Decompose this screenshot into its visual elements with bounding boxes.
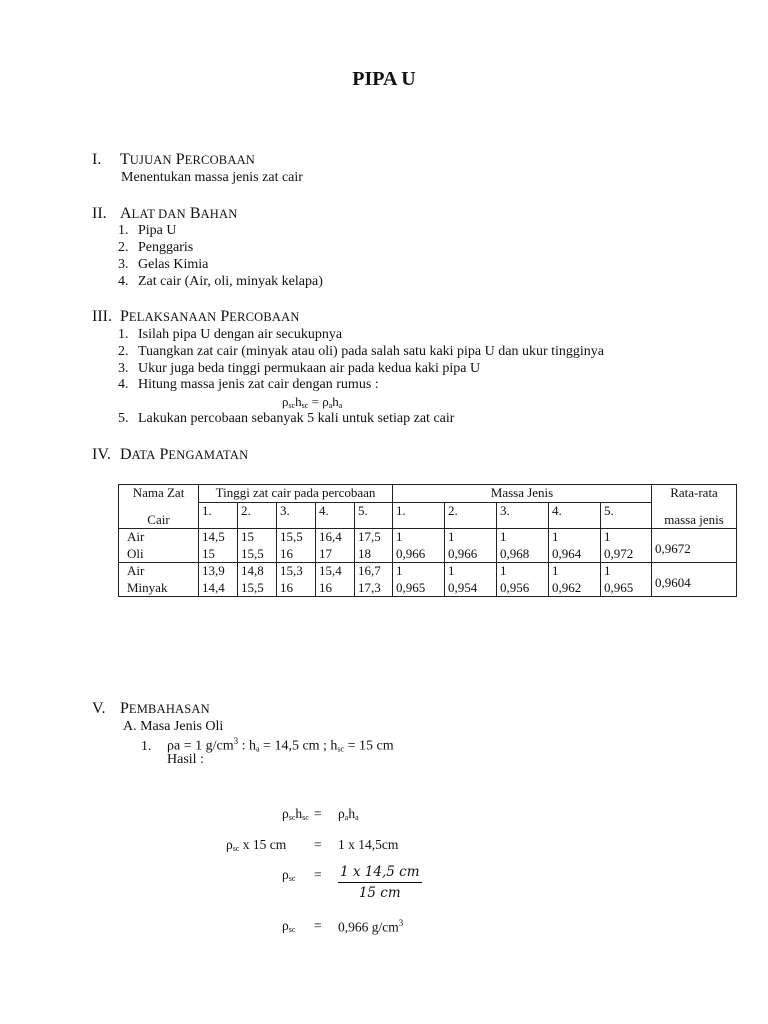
- header-massa: Massa Jenis: [393, 485, 652, 503]
- list-item: 5. Lakukan percobaan sebanyak 5 kali untuk setiap zat cair: [118, 411, 455, 426]
- page-title: PIPA U: [352, 68, 416, 90]
- heading-rest: ATA: [131, 448, 156, 462]
- table-row: Air 13,9 14,8 15,3 15,4 16,7 1 1 1 1 1 0,9604: [119, 563, 737, 580]
- header-nama-2: Cair: [119, 503, 199, 529]
- given-values: 1. ρa = 1 $g/cm^3$ : $h_a = 14,5$ cm ; $h_{sc} = 15$ cm: [141, 736, 394, 754]
- heading-rest: ELAKSANAAN: [128, 310, 217, 324]
- section-number: II.: [92, 205, 107, 222]
- list-item: 4. Hitung massa jenis zat cair dengan rumus :: [118, 377, 379, 392]
- col-num: 5.: [355, 503, 393, 529]
- heading-rest: UJUAN: [129, 153, 172, 167]
- col-num: 3.: [277, 503, 316, 529]
- heading-rest: ERCOBAAN: [229, 310, 300, 324]
- hasil-label: Hasil :: [167, 752, 204, 767]
- section-heading-pembahasan: [92, 700, 210, 718]
- header-rata: Rata-rata: [652, 485, 737, 503]
- table-row: Air 14,5 15 15,5 16,4 17,5 1 1 1 1 1 0,9672: [119, 529, 737, 546]
- fraction-numerator: 1 x 14,5 cm: [338, 864, 422, 883]
- fraction-denominator: 15 cm: [358, 885, 401, 901]
- table-row: Oli 15 15,5 16 17 18 0,966 0,966 0,968 0,964 0,972: [119, 546, 737, 563]
- list-item: 2. Tuangkan zat cair (minyak atau oli) pada salah satu kaki pipa U dan ukur tingginya: [118, 344, 605, 359]
- col-num: 4.: [549, 503, 601, 529]
- section-heading-alat: [92, 205, 237, 223]
- col-num: 3.: [497, 503, 549, 529]
- calc-line-2-right: 1 x 14,5cm: [338, 837, 399, 852]
- list-item: 3. Ukur juga beda tinggi permukaan air pada kedua kaki pipa U: [118, 361, 481, 376]
- average-cell: 0,9672: [652, 529, 737, 563]
- col-num: 5.: [601, 503, 652, 529]
- list-item: 1. Isilah pipa U dengan air secukupnya: [118, 327, 343, 342]
- section-number: IV.: [92, 446, 111, 463]
- calc-line-3-left: $\rho_{sc}$: [282, 867, 296, 883]
- density-formula: $\rho_{sc}h_{sc} = \rho_ah_a$: [282, 394, 343, 410]
- heading-rest: AHAN: [200, 207, 238, 221]
- section-heading-tujuan: [92, 151, 255, 169]
- calc-line-2-left: $\rho_{sc}$ x 15 cm: [226, 837, 287, 853]
- col-num: 2.: [238, 503, 277, 529]
- heading-cap: P: [175, 151, 185, 168]
- section-number: I.: [92, 151, 102, 168]
- col-num: 1.: [393, 503, 445, 529]
- calc-line-4-left: $\rho_{sc}$: [282, 918, 296, 934]
- list-item: 1. Pipa U: [118, 223, 177, 238]
- heading-rest: EMBAHASAN: [128, 702, 210, 716]
- calc-equals: =: [314, 918, 322, 933]
- table-row: Minyak 14,4 15,5 16 16 17,3 0,965 0,954 0,956 0,962 0,965: [119, 580, 737, 597]
- calc-equals: =: [314, 837, 322, 852]
- heading-cap: T: [120, 151, 130, 168]
- heading-cap: P: [159, 446, 169, 463]
- section-heading-pelaksanaan: [92, 308, 300, 326]
- col-num: 4.: [316, 503, 355, 529]
- observation-table: [118, 484, 737, 597]
- list-item: 4. Zat cair (Air, oli, minyak kelapa): [118, 274, 323, 289]
- section-number: V.: [92, 700, 106, 717]
- heading-cap: P: [120, 308, 129, 325]
- header-nama: Nama Zat: [119, 485, 199, 503]
- subsection-oli: A. Masa Jenis Oli: [123, 719, 224, 734]
- section-number: III.: [92, 308, 112, 325]
- calc-fraction: [338, 864, 422, 902]
- calc-line-1-left: $\rho_{sc}h_{sc}$: [282, 806, 309, 822]
- heading-cap: B: [189, 205, 201, 222]
- heading-cap: D: [120, 446, 132, 463]
- calc-equals: =: [314, 867, 322, 882]
- header-rata-2: massa jenis: [652, 503, 737, 529]
- calc-line-1-right: $\rho_ah_a$: [338, 806, 359, 822]
- calc-equals: =: [314, 806, 322, 821]
- heading-rest: ENGAMATAN: [168, 448, 249, 462]
- section-heading-data: [92, 446, 248, 464]
- calc-result: 0,966 $g/cm^3$: [338, 918, 404, 935]
- heading-cap: P: [120, 700, 129, 717]
- header-tinggi: Tinggi zat cair pada percobaan: [199, 485, 393, 503]
- col-num: 1.: [199, 503, 238, 529]
- heading-cap: P: [220, 308, 230, 325]
- average-cell: 0,9604: [652, 563, 737, 597]
- list-item: 2. Penggaris: [118, 240, 194, 255]
- heading-rest: LAT DAN: [131, 207, 186, 221]
- heading-cap: A: [120, 205, 132, 222]
- list-item: 3. Gelas Kimia: [118, 257, 209, 272]
- heading-rest: ERCOBAAN: [184, 153, 256, 167]
- tujuan-text: Menentukan massa jenis zat cair: [121, 170, 303, 185]
- col-num: 2.: [445, 503, 497, 529]
